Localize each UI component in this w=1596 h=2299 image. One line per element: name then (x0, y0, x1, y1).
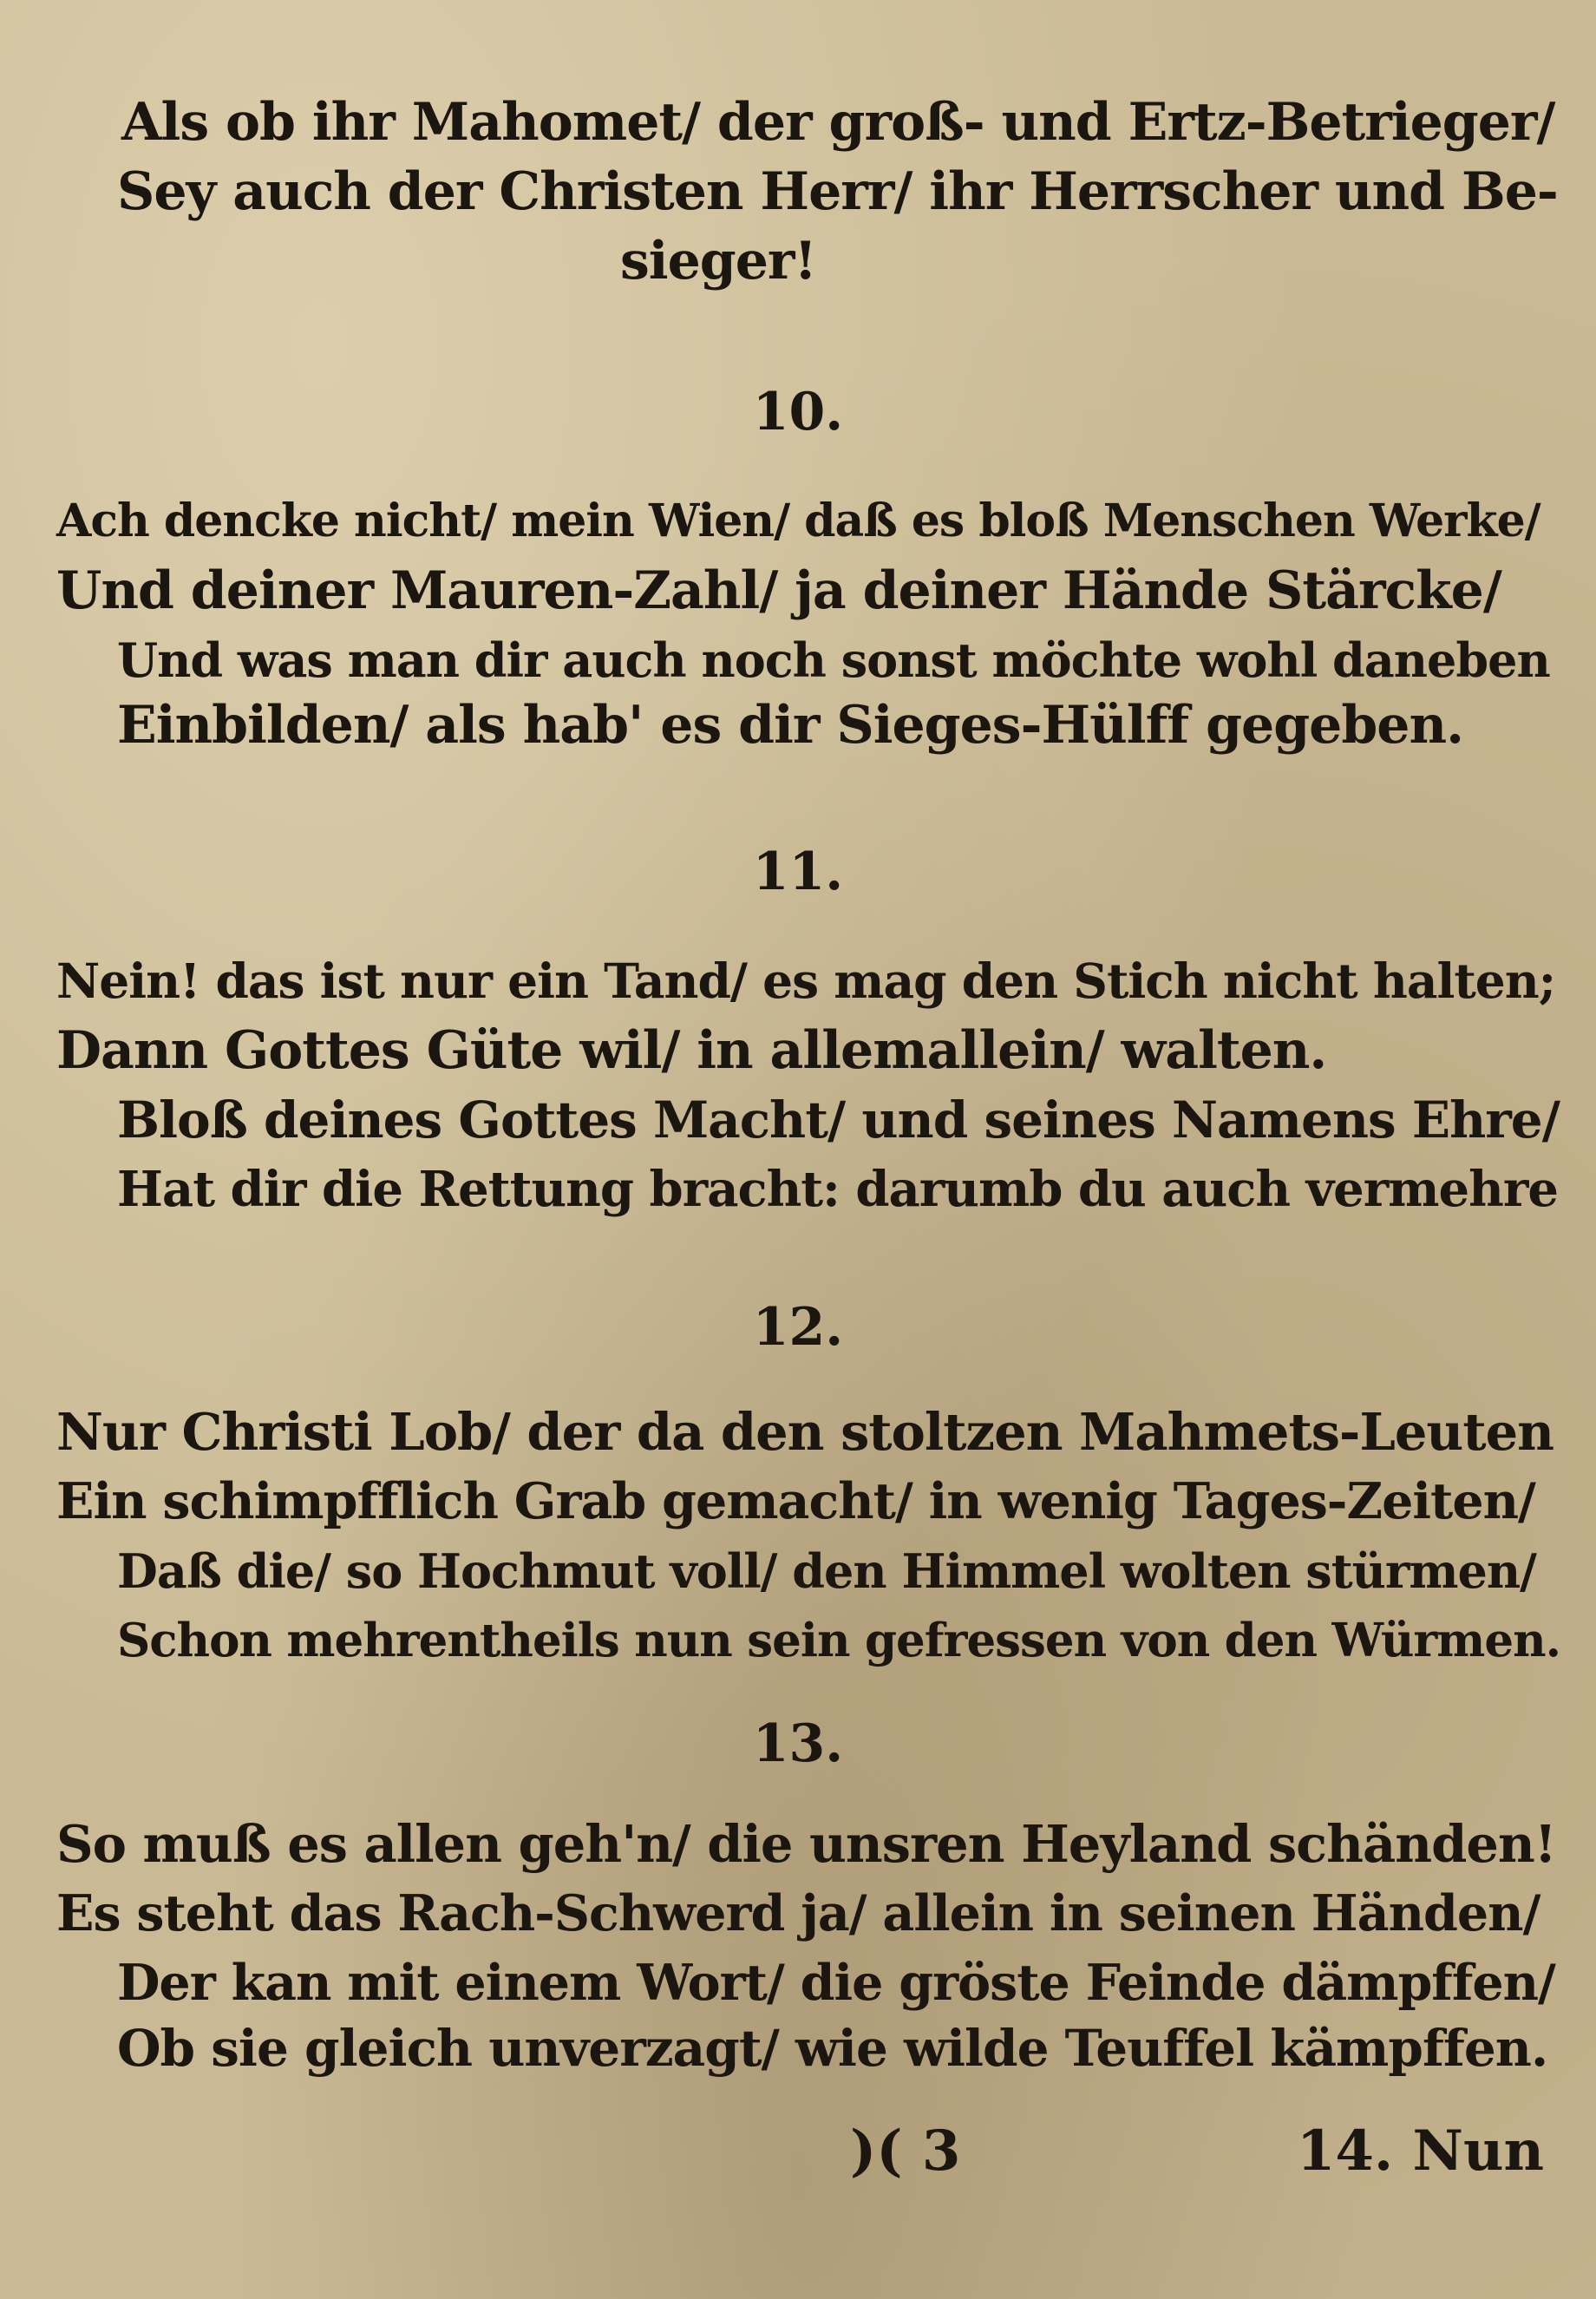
stanza-11-line-1: Nein! das ist nur ein Tand/ es mag den Stich nicht halten; (56, 953, 1556, 1009)
stanza-top-line-1: Als ob ihr Mahomet/ der groß- und Ertz-Betrieger/ (121, 92, 1555, 153)
stanza-top-line-2: Sey auch der Christen Herr/ ihr Herrscher und Be- (117, 161, 1558, 222)
stanza-10-line-1: Ach dencke nicht/ mein Wien/ daß es bloß Menschen Werke/ (56, 495, 1540, 547)
stanza-11-line-3: Bloß deines Gottes Macht/ und seines Namens Ehre/ (117, 1091, 1560, 1150)
sheet-signature: )( 3 (850, 2119, 961, 2184)
stanza-10-line-3: Und was man dir auch noch sonst möchte wohl daneben (117, 632, 1550, 688)
stanza-11-line-2: Dann Gottes Güte wil/ in allemallein/ walten. (56, 1020, 1327, 1081)
stanza-top-line-3: sieger! (620, 231, 816, 291)
stanza-12-line-1: Nur Christi Lob/ der da den stoltzen Mahmets-Leuten (56, 1402, 1554, 1462)
stanza-13-line-4: Ob sie gleich unverzagt/ wie wilde Teuffel kämpffen. (117, 2019, 1548, 2078)
stanza-10-line-2: Und deiner Mauren-Zahl/ ja deiner Hände Stärcke/ (56, 560, 1501, 621)
stanza-12-line-2: Ein schimpfflich Grab gemacht/ in wenig Tages-Zeiten/ (56, 1472, 1535, 1530)
stanza-12-line-4: Schon mehrentheils nun sein gefressen von den Würmen. (117, 1614, 1561, 1667)
stanza-13-line-1: So muß es allen geh'n/ die unsren Heyland schänden! (56, 1814, 1556, 1874)
stanza-12-line-3: Daß die/ so Hochmut voll/ den Himmel wolten stürmen/ (117, 1543, 1536, 1599)
stanza-number-13: 13. (752, 1713, 844, 1774)
stanza-11-line-4: Hat dir die Rettung bracht: darumb du auch vermehre (117, 1161, 1558, 1218)
stanza-13-line-2: Es steht das Rach-Schwerd ja/ allein in seinen Händen/ (56, 1884, 1540, 1942)
stanza-10-line-4: Einbilden/ als hab' es dir Sieges-Hülff gegeben. (117, 695, 1463, 756)
catchword: 14. Nun (1296, 2119, 1544, 2184)
stanza-number-12: 12. (752, 1297, 844, 1358)
stanza-number-11: 11. (752, 842, 844, 902)
stanza-13-line-3: Der kan mit einem Wort/ die gröste Feinde dämpffen/ (117, 1954, 1555, 2012)
stanza-number-10: 10. (752, 382, 844, 442)
